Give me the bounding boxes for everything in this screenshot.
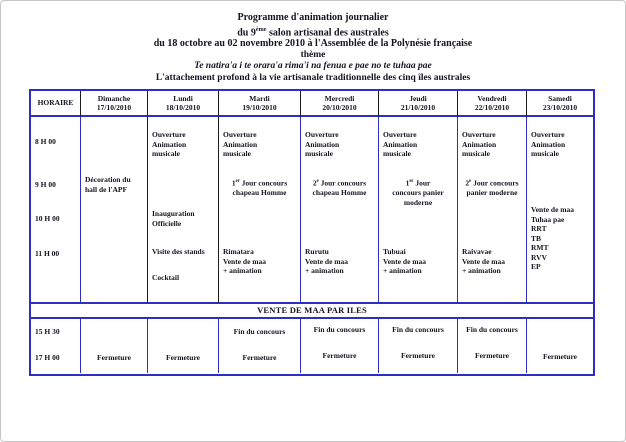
vente-de-maa-banner: VENTE DE MAA PAR ILES bbox=[31, 303, 593, 319]
event-fermeture: Fermeture bbox=[242, 353, 277, 362]
closing-cell-mardi bbox=[219, 319, 301, 373]
column-header-mercredi bbox=[301, 91, 379, 117]
column-header-dimanche bbox=[81, 91, 148, 117]
text-line: musicale bbox=[152, 149, 180, 158]
text-line: + animation bbox=[305, 266, 344, 275]
schedule-cell-vendredi bbox=[458, 117, 527, 303]
text-line: Ouverture bbox=[462, 130, 496, 139]
title-line-1: Programme d'animation journalier bbox=[237, 12, 389, 23]
concours-ordinal-superscript: er bbox=[409, 179, 414, 184]
concours-text: Jour concours bbox=[471, 178, 519, 188]
concours-line-2: concours panier bbox=[392, 188, 444, 197]
text-line: Animation bbox=[305, 139, 340, 149]
text-line: Ouverture bbox=[223, 130, 257, 139]
schedule-cell-lundi bbox=[148, 117, 219, 303]
event-vente-maa-tuhaa-pae bbox=[527, 205, 593, 272]
title-line-2-superscript: ème bbox=[255, 25, 267, 33]
text-line: RRT bbox=[531, 224, 547, 233]
day-date: 19/10/2010 bbox=[242, 103, 277, 112]
event-cocktail bbox=[148, 273, 218, 283]
text-line: Cocktail bbox=[152, 273, 180, 282]
text-line: musicale bbox=[462, 149, 490, 158]
schedule-cell-dimanche bbox=[81, 117, 148, 303]
text-line: + animation bbox=[462, 266, 501, 275]
text-line: Vente de maa bbox=[223, 256, 267, 266]
event-fermeture: Fermeture bbox=[165, 353, 200, 362]
title-theme-label: thème bbox=[300, 49, 326, 60]
event-ouverture-animation bbox=[527, 130, 593, 159]
text-line: Décoration du bbox=[85, 175, 131, 184]
event-fermeture: Fermeture bbox=[322, 351, 357, 360]
day-date: 21/10/2010 bbox=[400, 103, 436, 112]
text-line: + animation bbox=[383, 266, 422, 275]
day-date: 23/10/2010 bbox=[542, 103, 578, 112]
day-name: Lundi bbox=[173, 93, 193, 103]
day-name: Mardi bbox=[249, 93, 270, 103]
text-line: Ouverture bbox=[531, 130, 565, 139]
time-17h00: 17 H 00 bbox=[35, 353, 60, 362]
closing-cell-samedi bbox=[527, 319, 593, 373]
event-fermeture: Fermeture bbox=[400, 351, 435, 360]
text-line: Tuhaa pae bbox=[531, 214, 565, 224]
text-line: Visite des stands bbox=[152, 247, 205, 256]
concours-ordinal-superscript: e bbox=[469, 179, 472, 184]
event-fin-du-concours: Fin du concours bbox=[466, 325, 518, 334]
time-8h00: 8 H 00 bbox=[35, 137, 56, 146]
concours-line-3: moderne bbox=[403, 197, 433, 207]
event-fin-du-concours: Fin du concours bbox=[392, 325, 444, 334]
column-header-horaire bbox=[31, 91, 81, 117]
event-decoration-hall-apf bbox=[81, 175, 147, 194]
title-line-2-suffix: salon artisanal des australes bbox=[266, 26, 389, 38]
event-concours-chapeau-jour2 bbox=[301, 177, 378, 198]
event-ouverture-animation bbox=[148, 130, 218, 159]
concours-text: Jour concours bbox=[318, 178, 367, 188]
concours-number: 1 bbox=[405, 178, 410, 188]
text-line: Animation bbox=[462, 139, 497, 149]
event-fin-du-concours: Fin du concours bbox=[313, 325, 366, 334]
text-line: + animation bbox=[223, 266, 262, 275]
title-theme-french: L'attachement profond à la vie artisanale traditionnelle des cinq îles australes bbox=[155, 72, 471, 83]
text-line: Rurutu bbox=[305, 247, 329, 256]
concours-text: Jour concours bbox=[239, 178, 288, 188]
text-line: Inauguration bbox=[152, 209, 195, 218]
text-line: Raivavae bbox=[462, 247, 492, 256]
text-line: musicale bbox=[383, 149, 411, 158]
text-line: Vente de maa bbox=[305, 256, 349, 266]
event-fermeture: Fermeture bbox=[474, 351, 509, 360]
concours-ordinal-superscript: e bbox=[316, 179, 319, 184]
text-line: RMT bbox=[531, 243, 549, 252]
horaire-label: HORAIRE bbox=[37, 98, 74, 108]
time-10h00: 10 H 00 bbox=[35, 214, 60, 223]
schedule-cell-samedi bbox=[527, 117, 593, 303]
time-11h00: 11 H 00 bbox=[35, 249, 60, 258]
text-line: Vente de maa bbox=[531, 205, 575, 214]
event-fermeture: Fermeture bbox=[96, 353, 131, 362]
event-vente-maa-tubuai bbox=[379, 247, 457, 276]
column-header-lundi bbox=[148, 91, 219, 117]
concours-line-1 bbox=[302, 177, 377, 188]
horaire-morning-cell bbox=[31, 117, 81, 303]
text-line: Tubuai bbox=[383, 247, 406, 256]
text-line: Officielle bbox=[152, 218, 182, 228]
document-title-block bbox=[1, 12, 625, 84]
concours-number: 2 bbox=[465, 178, 470, 188]
event-fermeture: Fermeture bbox=[542, 352, 577, 361]
text-line: musicale bbox=[531, 149, 559, 158]
day-date: 17/10/2010 bbox=[96, 103, 132, 112]
title-theme-tahitian: Te natira'a i te orara'a rima'i na fenua e pae no te tuhaa pae bbox=[194, 61, 432, 72]
text-line: Vente de maa bbox=[462, 256, 506, 266]
title-line-2-prefix: du 9 bbox=[237, 26, 256, 38]
day-date: 18/10/2010 bbox=[165, 103, 201, 112]
event-concours-panier-jour1 bbox=[379, 177, 457, 207]
title-line-2 bbox=[1, 24, 625, 39]
event-ouverture-animation bbox=[219, 130, 300, 159]
concours-line-2: chapeau Homme bbox=[232, 188, 287, 197]
concours-line-1 bbox=[220, 177, 299, 188]
schedule-cell-mardi bbox=[219, 117, 301, 303]
concours-text: Jour bbox=[413, 178, 431, 188]
concours-number: 2 bbox=[312, 178, 317, 188]
concours-line-2: panier moderne bbox=[466, 188, 518, 197]
text-line: EP bbox=[531, 262, 541, 271]
schedule-cell-jeudi bbox=[379, 117, 458, 303]
day-name: Mercredi bbox=[324, 93, 355, 103]
closing-cell-dimanche bbox=[81, 319, 148, 373]
event-vente-maa-rimatara bbox=[219, 247, 300, 276]
text-line: Ouverture bbox=[305, 130, 339, 139]
text-line: hall de l'APF bbox=[85, 184, 128, 194]
text-line: TB bbox=[531, 233, 542, 243]
text-line: Rimatara bbox=[223, 247, 254, 256]
text-line: RVV bbox=[531, 252, 547, 262]
text-line: musicale bbox=[305, 149, 333, 158]
day-date: 22/10/2010 bbox=[474, 103, 510, 112]
concours-ordinal-superscript: er bbox=[235, 179, 240, 184]
event-vente-maa-rurutu bbox=[301, 247, 378, 276]
closing-cell-mercredi bbox=[301, 319, 379, 373]
event-ouverture-animation bbox=[458, 130, 526, 159]
closing-cell-lundi bbox=[148, 319, 219, 373]
day-name: Jeudi bbox=[409, 93, 427, 103]
column-header-mardi bbox=[219, 91, 301, 117]
text-line: Animation bbox=[383, 139, 418, 149]
concours-line-1 bbox=[380, 177, 456, 188]
text-line: Animation bbox=[223, 139, 258, 149]
title-line-dates: du 18 octobre au 02 novembre 2010 à l'Assemblée de la Polynésie française bbox=[153, 38, 473, 50]
column-header-jeudi bbox=[379, 91, 458, 117]
program-schedule-table bbox=[29, 89, 595, 376]
text-line: Ouverture bbox=[152, 130, 186, 139]
closing-cell-vendredi bbox=[458, 319, 527, 373]
event-concours-panier-jour2 bbox=[458, 177, 526, 198]
concours-number: 1 bbox=[231, 178, 236, 188]
event-inauguration-officielle bbox=[148, 209, 218, 228]
day-date: 20/10/2010 bbox=[322, 103, 357, 112]
closing-cell-jeudi bbox=[379, 319, 458, 373]
day-name: Dimanche bbox=[97, 93, 131, 103]
event-ouverture-animation bbox=[301, 130, 378, 159]
event-visite-des-stands bbox=[148, 247, 218, 257]
day-name: Vendredi bbox=[477, 93, 507, 103]
horaire-afternoon-cell bbox=[31, 319, 81, 373]
time-9h00: 9 H 00 bbox=[35, 180, 56, 189]
event-fin-du-concours: Fin du concours bbox=[233, 327, 286, 336]
text-line: Vente de maa bbox=[383, 256, 427, 266]
event-ouverture-animation bbox=[379, 130, 457, 159]
event-concours-chapeau-jour1 bbox=[219, 177, 300, 198]
time-15h30: 15 H 30 bbox=[35, 327, 60, 336]
concours-line-2: chapeau Homme bbox=[312, 188, 367, 197]
column-header-vendredi bbox=[458, 91, 527, 117]
text-line: Animation bbox=[152, 139, 187, 149]
text-line: Ouverture bbox=[383, 130, 417, 139]
schedule-cell-mercredi bbox=[301, 117, 379, 303]
column-header-samedi bbox=[527, 91, 593, 117]
concours-line-1 bbox=[459, 177, 525, 188]
text-line: Animation bbox=[531, 139, 566, 149]
text-line: musicale bbox=[223, 149, 251, 158]
day-name: Samedi bbox=[548, 93, 572, 103]
event-vente-maa-raivavae bbox=[458, 247, 526, 276]
